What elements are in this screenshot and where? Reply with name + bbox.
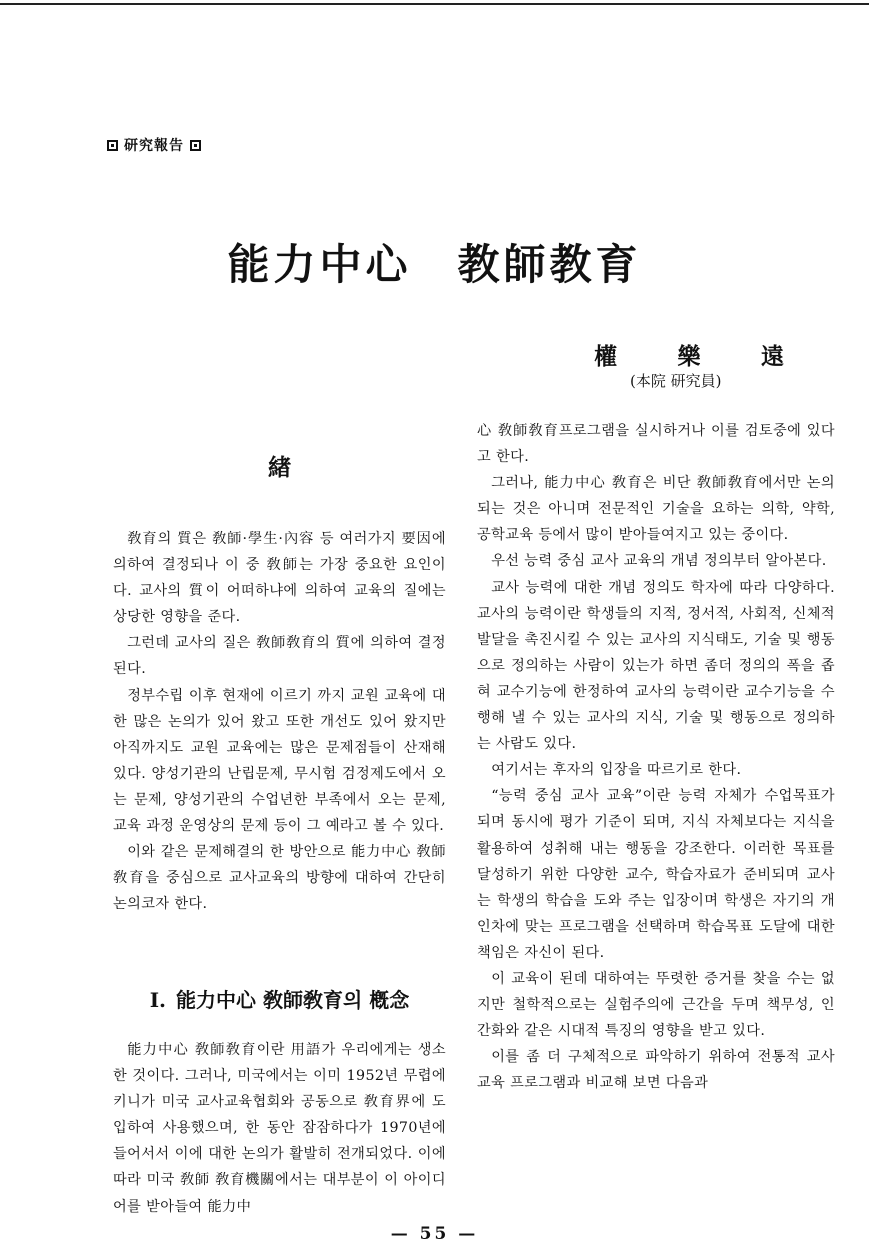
author-name [594, 338, 784, 371]
right-column [477, 418, 835, 1096]
author-affiliation: (本院 研究員) [630, 372, 722, 390]
author-name-char: 遠 [761, 343, 784, 370]
body-paragraph: 敎育의 質은 敎師·學生·內容 등 여러가지 要因에 의하여 결정되나 이 중 敎師는 가장 중요한 요인이다. 교사의 質이 어떠하냐에 의하여 교육의 질에는 상당한 영향을 준다. [113, 531, 446, 626]
body-paragraph: 이 교육이 된데 대하여는 뚜렷한 증거를 찾을 수는 없지만 철학적으로는 실험주의에 근간을 두며 책무성, 인간화와 같은 시대적 특징의 영향을 받고 있다. [477, 970, 835, 1040]
body-paragraph: 心 敎師敎育프로그램을 실시하거나 이를 검토중에 있다고 한다. [477, 423, 835, 466]
article-title: 能力中心 教師教育 [227, 240, 642, 289]
left-column-section [113, 1037, 446, 1220]
section-title: 能力中心 敎師敎育의 槪念 [176, 988, 410, 1012]
body-paragraph: 이를 좀 더 구체적으로 파악하기 위하여 전통적 교사 교육 프로그램과 비교해 보면 다음과 [477, 1049, 835, 1092]
top-rule [0, 3, 869, 5]
author-name-char: 樂 [677, 343, 701, 370]
intro-heading: 緖 [268, 454, 291, 481]
body-paragraph: 우선 능력 중심 교사 교육의 개념 정의부터 알아본다. [491, 553, 827, 570]
page-number: — 55 — [390, 1224, 479, 1244]
section-heading [113, 984, 446, 1013]
body-paragraph: 교사 능력에 대한 개념 정의도 학자에 따라 다양하다. 교사의 능력이란 학생들의 지적, 정서적, 사회적, 신체적 발달을 촉진시킬 수 있는 교사의 지식태도, 기술 및 행동으로 정의하는 사람이 있는가 하면 좀더 정의의 폭을 좁혀 교수기능에 한정하여 교사의 능력이란 교수기능을 수행해 낼 수 있는 교사의 지식, 기술 및 행동으로 정의하는 사람도 있다. [477, 579, 835, 753]
author-name-char: 權 [594, 343, 617, 370]
left-column [113, 526, 446, 917]
section-number: I. [149, 988, 167, 1012]
section-tag [107, 135, 201, 155]
body-paragraph: “능력 중심 교사 교육”이란 능력 자체가 수업목표가 되며 동시에 평가 기준이 되며, 지식 자체보다는 지식을 활용하여 성취해 내는 행동을 강조한다. 이러한 목표를 달성하기 위한 다양한 교수, 학습자료가 준비되며 교사는 학생의 학습을 도와 주는 입장이며 학생은 자기의 개인차에 맞는 프로그램을 선택하며 학습목표 도달에 대한 책임은 자신이 된다. [477, 788, 835, 961]
body-paragraph: 여기서는 후자의 입장을 따르기로 한다. [491, 762, 742, 779]
body-paragraph: 정부수립 이후 현재에 이르기 까지 교원 교육에 대한 많은 논의가 있어 왔고 또한 개선도 있어 왔지만 아직까지도 교원 교육에는 많은 문제점들이 산재해 있다. 양성기관의 난립문제, 무시험 검정제도에서 오는 문제, 양성기관의 수업년한 부족에서 오는 문제, 교육 과정 운영상의 문제 등이 그 예라고 볼 수 있다. [113, 687, 446, 835]
body-paragraph: 能力中心 敎師敎育이란 用語가 우리에게는 생소한 것이다. 그러나, 미국에서는 이미 1952년 무렵에 키니가 미국 교사교육협회와 공동으로 敎育界에 도입하여 사용했으며, 한 동안 잠잠하다가 1970년에 들어서서 이에 대한 논의가 활발히 전개되었다. 이에 따라 미국 敎師 敎育機關에서는 대부분이 이 아이디어를 받아들여 能力中 [113, 1042, 446, 1215]
section-tag-label: 研究報告 [124, 138, 184, 154]
body-paragraph: 이와 같은 문제해결의 한 방안으로 能力中心 敎師敎育을 중심으로 교사교육의 방향에 대하여 간단히 논의코자 한다. [113, 844, 446, 913]
body-paragraph: 그러나, 能力中心 敎育은 비단 敎師敎育에서만 논의되는 것은 아니며 전문적인 기술을 요하는 의학, 약학, 공학교육 등에서 많이 받아들여지고 있는 중이다. [477, 475, 835, 544]
square-bullet-icon [107, 140, 118, 151]
square-bullet-icon [190, 140, 201, 151]
body-paragraph: 그런데 교사의 질은 敎師敎育의 質에 의하여 결정된다. [113, 635, 446, 678]
